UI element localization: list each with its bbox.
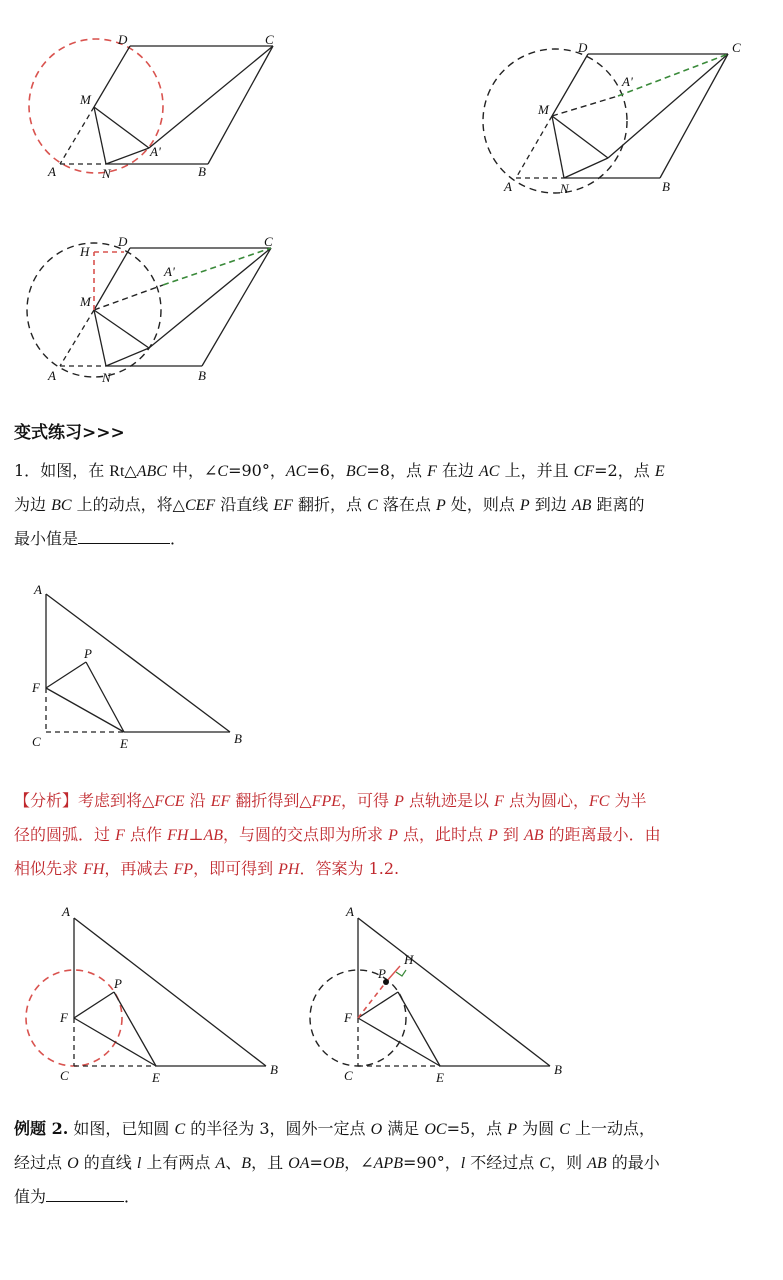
figure-1-svg <box>18 28 308 188</box>
figure-4-label-E: E <box>120 736 128 751</box>
figure-2-svg <box>470 36 760 201</box>
analysis-line <box>14 784 776 818</box>
problem-1-text: =6， <box>306 461 346 480</box>
figure-4-label-A: A <box>34 582 42 597</box>
figure-6-edge <box>358 918 550 1066</box>
figure-2-edge <box>660 54 728 178</box>
math: F <box>115 827 125 844</box>
figure-2-label-A1: A' <box>622 74 633 89</box>
math: BC <box>345 463 367 480</box>
math: FH <box>167 827 189 844</box>
figure-5-edge <box>114 992 156 1066</box>
math: A <box>215 1155 226 1172</box>
figure-6-edge <box>358 1018 440 1066</box>
problem-1-text: 最小值是 <box>14 529 79 548</box>
figure-1-label-D: D <box>118 32 128 47</box>
figure-6-edge <box>386 966 400 982</box>
math: C <box>559 1121 570 1138</box>
problem-1 <box>14 454 776 555</box>
figure-2-label-D: D <box>578 40 588 55</box>
problem-1-text: 上的动点，将△ <box>71 495 185 514</box>
example-2-text: =5，点 <box>446 1119 508 1138</box>
figure-2-edge <box>552 116 608 158</box>
problem-1-text: 处，则点 <box>445 495 520 514</box>
analysis-text: 考虑到将△ <box>78 791 155 810</box>
math: P <box>519 497 530 514</box>
math: P <box>507 1121 518 1138</box>
figure-6-edge <box>358 982 386 1018</box>
figure-6-label-B: B <box>554 1062 562 1077</box>
example-2-tag: 例题 2. <box>14 1119 69 1138</box>
problem-1-line <box>14 454 776 488</box>
figure-4-label-B: B <box>234 731 242 746</box>
figure-1-edge <box>94 107 106 164</box>
analysis-text: ，可得 <box>341 791 395 810</box>
problem-1-text: 为边 <box>14 495 52 514</box>
figure-4-label-F: F <box>32 680 40 695</box>
figure-6-label-A: A <box>346 904 354 919</box>
example-2-text: 的直线 <box>78 1153 137 1172</box>
math: FPE <box>311 793 342 810</box>
problem-1-text: 如图，在 <box>40 461 110 480</box>
math: l <box>136 1155 142 1172</box>
math: OA <box>288 1155 310 1172</box>
example-2-line <box>14 1146 776 1180</box>
figure-2-edge <box>564 158 608 178</box>
analysis-text: 点，此时点 <box>397 825 489 844</box>
figure-3-label-D: D <box>118 234 128 249</box>
math: O <box>67 1155 79 1172</box>
figure-3-label-B: B <box>198 368 206 383</box>
math: AB <box>203 827 223 844</box>
math: E <box>654 463 665 480</box>
math: F <box>494 793 504 810</box>
figure-3-label-A1: A' <box>164 264 175 279</box>
analysis-text: 相似先求 <box>14 859 84 878</box>
figure-5-edge <box>74 918 266 1066</box>
answer-blank[interactable] <box>46 1200 124 1202</box>
math: P <box>435 497 446 514</box>
analysis-text: 的距离最小．由 <box>543 825 661 844</box>
math: BC <box>51 497 72 514</box>
problem-1-text: ． <box>170 529 187 548</box>
figure-5-svg <box>20 902 290 1087</box>
figure-3-edge <box>60 310 94 366</box>
figure-3-label-M: M <box>80 294 91 309</box>
problem-1-text: 沿直线 <box>215 495 274 514</box>
figure-3-label-C: C <box>264 234 273 249</box>
figure-2-circle <box>483 49 627 193</box>
math: OC <box>424 1121 447 1138</box>
math: PH <box>278 861 300 878</box>
math: P <box>394 793 404 810</box>
figure-2-edge <box>618 54 728 96</box>
figure-1-circle <box>29 39 163 173</box>
example-2-text: 经过点 <box>14 1153 68 1172</box>
analysis-text: ，即可得到 <box>193 859 279 878</box>
example-2-text: = <box>309 1153 323 1172</box>
analysis-text: 点作 <box>124 825 168 844</box>
figure-6 <box>304 902 574 1087</box>
problem-number: 1． <box>14 461 41 480</box>
example-2-text: 为圆 <box>517 1119 560 1138</box>
problem-1-text: 到边 <box>529 495 572 514</box>
analysis-text: 到 <box>497 825 525 844</box>
math: C <box>367 497 378 514</box>
math: AB <box>587 1155 607 1172</box>
analysis-text: ，与圆的交点即为所求 <box>222 825 389 844</box>
figure-3-edge <box>149 248 271 348</box>
figure-3-label-H: H <box>80 244 90 259</box>
figure-6-label-H: H <box>404 952 414 967</box>
math: FP <box>173 861 194 878</box>
analysis-line <box>14 852 776 886</box>
figure-1-label-M: M <box>80 92 91 107</box>
math: CF <box>573 463 595 480</box>
figure-1-label-A1: A' <box>150 144 161 159</box>
figure-3-label-A: A <box>48 368 56 383</box>
problem-1-text: 上，并且 <box>499 461 574 480</box>
example-2-text: ． <box>124 1187 141 1206</box>
math: FC <box>588 793 610 810</box>
example-2-text: 满足 <box>382 1119 425 1138</box>
example-2-text: 、 <box>225 1153 242 1172</box>
math: O <box>370 1121 383 1138</box>
example-2-text: 上一动点， <box>569 1119 655 1138</box>
analysis-text: 为半 <box>609 791 647 810</box>
analysis-text: 径的圆弧．过 <box>14 825 116 844</box>
math: OB <box>322 1155 345 1172</box>
figure-6-right-angle <box>396 970 406 976</box>
figure-1-label-C: C <box>265 32 274 47</box>
figure-2-edge <box>552 116 564 178</box>
figure-2-edge <box>516 116 552 178</box>
analysis <box>14 784 776 886</box>
figure-3 <box>18 230 308 390</box>
problem-1-line <box>14 488 776 522</box>
figure-1-edge <box>149 46 273 148</box>
figure-1-edge <box>94 46 130 107</box>
math: APB <box>373 1155 403 1172</box>
figure-2-label-N: N <box>560 181 569 196</box>
figure-1-label-A: A <box>48 164 56 179</box>
example-2-text: ，则 <box>550 1153 588 1172</box>
problem-1-text: 落在点 <box>377 495 436 514</box>
figure-5-label-C: C <box>60 1068 69 1083</box>
example-2-text: 的最小 <box>606 1153 660 1172</box>
math: l <box>460 1155 466 1172</box>
figure-5-label-B: B <box>270 1062 278 1077</box>
figure-6-edge <box>398 992 440 1066</box>
figure-3-edge <box>163 248 271 285</box>
figure-5-label-F: F <box>60 1010 68 1025</box>
example-2-text: =90°， <box>402 1153 461 1172</box>
math: CEF <box>184 497 216 514</box>
figure-5-edge <box>74 1018 156 1066</box>
figure-5-label-E: E <box>152 1070 160 1085</box>
math: P <box>388 827 398 844</box>
figure-4-svg <box>24 580 264 755</box>
analysis-text: 沿 <box>184 791 211 810</box>
figure-3-label-N: N <box>102 370 111 385</box>
math: B <box>241 1155 252 1172</box>
figure-1 <box>18 28 308 188</box>
figure-2-label-A: A <box>504 179 512 194</box>
math: C <box>539 1155 551 1172</box>
figure-1-edge <box>60 107 94 164</box>
math: C <box>174 1121 186 1138</box>
problem-1-text: 在边 <box>436 461 480 480</box>
figure-4-label-C: C <box>32 734 41 749</box>
figure-2-label-M: M <box>538 102 549 117</box>
problem-1-text: =8，点 <box>366 461 428 480</box>
section-heading: 变式练习>>> <box>14 423 125 443</box>
math: P <box>488 827 498 844</box>
analysis-line <box>14 818 776 852</box>
example-2-text: 的半径为 3，圆外一定点 <box>185 1119 371 1138</box>
figure-2-label-C: C <box>732 40 741 55</box>
figure-4 <box>24 580 264 755</box>
math: AC <box>479 463 500 480</box>
figure-3-edge <box>94 285 163 310</box>
figure-2 <box>470 36 760 201</box>
answer-blank[interactable] <box>78 542 170 544</box>
figure-5-label-P: P <box>114 976 122 991</box>
figure-6-label-E: E <box>436 1070 444 1085</box>
figure-6-label-C: C <box>344 1068 353 1083</box>
figure-1-edge <box>94 107 149 148</box>
example-2-text: 不经过点 <box>465 1153 540 1172</box>
math: Rt△ <box>109 463 137 480</box>
math: FCE <box>154 793 185 810</box>
figure-5 <box>20 902 290 1087</box>
math: ABC <box>136 463 167 480</box>
problem-1-text: =90°， <box>228 461 286 480</box>
problem-1-text: 翻折，点 <box>292 495 368 514</box>
example-2-text: 如图，已知圆 <box>68 1119 175 1138</box>
math: F <box>427 463 437 480</box>
figure-1-edge <box>106 148 149 164</box>
figure-1-label-N: N <box>102 166 111 181</box>
figure-3-edge <box>202 248 271 366</box>
figure-5-edge <box>74 992 114 1018</box>
figure-1-label-B: B <box>198 164 206 179</box>
example-2-text: 值为 <box>14 1187 47 1206</box>
example-2-text: ，且 <box>251 1153 289 1172</box>
analysis-tag: 【分析】 <box>14 791 79 810</box>
math: AB <box>571 497 592 514</box>
figure-1-edge <box>208 46 273 164</box>
figure-4-edge <box>46 594 230 732</box>
analysis-text: 点轨迹是以 <box>403 791 495 810</box>
example-2-text: 上有两点 <box>141 1153 216 1172</box>
analysis-text: ．答案为 1.2. <box>299 859 400 878</box>
figure-2-label-B: B <box>662 179 670 194</box>
figure-6-edge <box>358 992 398 1018</box>
example-2-text: ，∠ <box>344 1153 374 1172</box>
example-2 <box>14 1112 776 1213</box>
analysis-text: ，再减去 <box>104 859 174 878</box>
problem-1-line <box>14 522 776 555</box>
figure-5-label-A: A <box>62 904 70 919</box>
figure-6-svg <box>304 902 574 1087</box>
analysis-text: 翻折得到△ <box>230 791 312 810</box>
analysis-text: ⊥ <box>188 825 204 844</box>
example-2-line <box>14 1180 776 1213</box>
problem-1-text: =2，点 <box>594 461 655 480</box>
math: FH <box>83 861 105 878</box>
problem-1-text: 距离的 <box>591 495 645 514</box>
math: AC <box>285 463 307 480</box>
figure-6-label-P: P <box>378 966 386 981</box>
figure-6-label-F: F <box>344 1010 352 1025</box>
math: C <box>217 463 229 480</box>
math: AB <box>524 827 544 844</box>
figure-3-edge <box>94 310 106 366</box>
figure-3-edge <box>94 310 149 348</box>
math: EF <box>273 497 293 514</box>
figure-3-svg <box>18 230 308 390</box>
math: EF <box>210 793 231 810</box>
problem-1-text: 中，∠ <box>166 461 218 480</box>
analysis-text: 点为圆心， <box>503 791 589 810</box>
example-2-line <box>14 1112 776 1146</box>
figure-3-edge <box>94 248 130 310</box>
figure-4-label-P: P <box>84 646 92 661</box>
figure-4-edge <box>46 662 86 688</box>
